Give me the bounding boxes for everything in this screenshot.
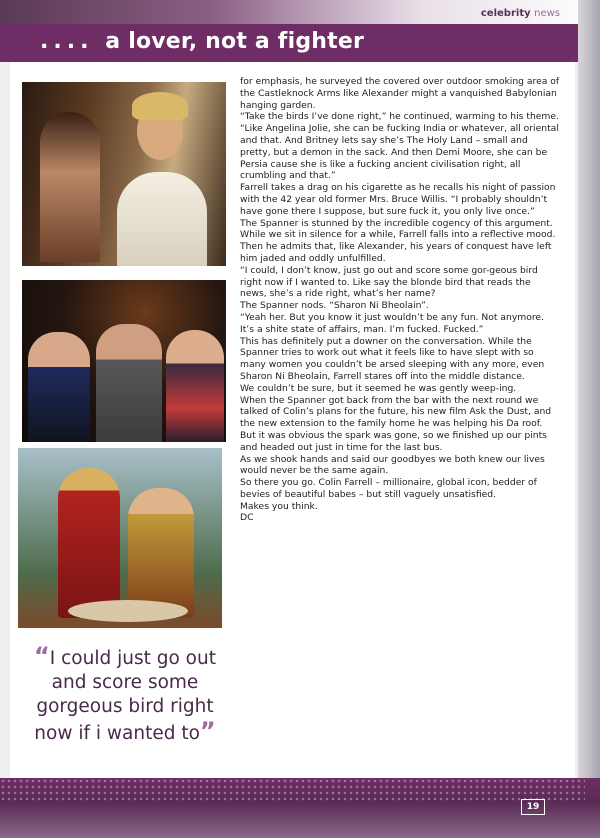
- page-edge: [578, 0, 600, 838]
- section-label-bold: celebrity: [480, 8, 531, 19]
- photo-figure-hair: [132, 92, 188, 120]
- footer-band: [0, 778, 600, 838]
- article-paragraph: But it was obvious the spark was gone, so we finished up our pints and headed out just in time for the last bus.: [240, 429, 547, 453]
- section-label-light: news: [534, 8, 560, 19]
- title-bar: [0, 24, 585, 62]
- photo-figure-woman: [40, 112, 100, 262]
- photo-figure-toga: [117, 172, 207, 266]
- article-paragraph: “I could, I don’t know, just go out and score some gor-geous bird right now if I wanted to. Like say the blonde bird that reads the news, she’s a ride right, what’s her name?: [240, 264, 538, 300]
- article-paragraph: So there you go. Colin Farrell – millionaire, global icon, bedder of bevies of beautiful babes – but still vaguely unsatisfied.: [240, 477, 537, 500]
- article-paragraph: “Yeah her. But you know it just wouldn’t be any fun. Not anymore. It’s a shite state of affairs, man. I’m fucked. Fucked.”: [240, 311, 545, 335]
- article-paragraph: Farrell takes a drag on his cigarette as he recalls his night of passion with the 42 year old former Mrs. Bruce Willis. “I probably shouldn’t have gone there I suppose, but sure fuck it, you only live once.”: [240, 182, 556, 217]
- article-paragraph: As we shook hands and said our goodbyes we both knew our lives would never be the same again.: [240, 453, 545, 477]
- title-text: a lover, not a fighter: [105, 29, 365, 54]
- article-paragraph: This has definitely put a downer on the conversation. While the Spanner tries to work out what it feels like to have slept with so many women you couldn’t be arsed sleeping with any more, even Sharon Ni Bheolain, Farrell stares off into the middle distance.: [240, 335, 545, 382]
- open-quote-mark: “: [34, 642, 50, 670]
- footer-dot-pattern: [0, 778, 585, 802]
- article-paragraph: The Spanner is stunned by the incredible cogency of this argument. While we sit in silence for a while, Farrell falls into a reflective mood. Then he admits that, like Alexander, his years of conquest have left him jaded and oddly unfulfilled.: [240, 217, 556, 264]
- article-paragraph: We couldn’t be sure, but it seemed he was gently weep-ing.: [240, 382, 517, 394]
- film-still-toga-photo: [22, 82, 226, 266]
- pull-quote: [32, 644, 218, 746]
- pull-quote-text: I could just go out and score some gorgeous bird right now if i wanted to: [34, 648, 216, 744]
- article-paragraph: When the Spanner got back from the bar with the next round we talked of Colin’s plans for the future, his new film Ask the Dust, and the new extension to the family home he was helping his Da roof.: [240, 394, 552, 430]
- close-quote-mark: ”: [199, 717, 216, 745]
- photo-figure-red-robe: [58, 468, 120, 618]
- photo-figure-right: [166, 330, 224, 442]
- article-paragraph: for emphasis, he surveyed the covered over outdoor smoking area of the Castleknock Arms like Alexander might a vanquished Babylonian hanging garden.: [240, 76, 560, 111]
- photo-banquet-table: [68, 600, 188, 622]
- article-paragraph: Makes you think.: [240, 500, 318, 512]
- article-paragraph: “Take the birds I’ve done right,” he continued, warming to his theme. “Like Angelina Jolie, she can be fucking India or whatever, all oriental and that. And Britney lets say she’s The Holy Land – small and pretty, but a demon in the sack. And then Demi Moore, she can be Persia cause she is like a fucking ancient civilisation right, all crumbling and that.”: [240, 111, 559, 182]
- page-number: 19: [521, 799, 545, 815]
- film-still-costumes-photo: [18, 448, 222, 628]
- article-byline: DC: [240, 512, 254, 524]
- photo-figure-gold-armour: [128, 488, 194, 618]
- photo-figure-left: [28, 332, 90, 442]
- page-title: [40, 29, 364, 54]
- three-men-photo: [22, 280, 226, 442]
- title-dots: ....: [40, 29, 94, 54]
- photo-figure-middle: [96, 324, 162, 442]
- section-label: [481, 8, 560, 19]
- article-body: [240, 76, 560, 524]
- article-paragraph: The Spanner nods. “Sharon Ni Bheolain”.: [240, 300, 429, 312]
